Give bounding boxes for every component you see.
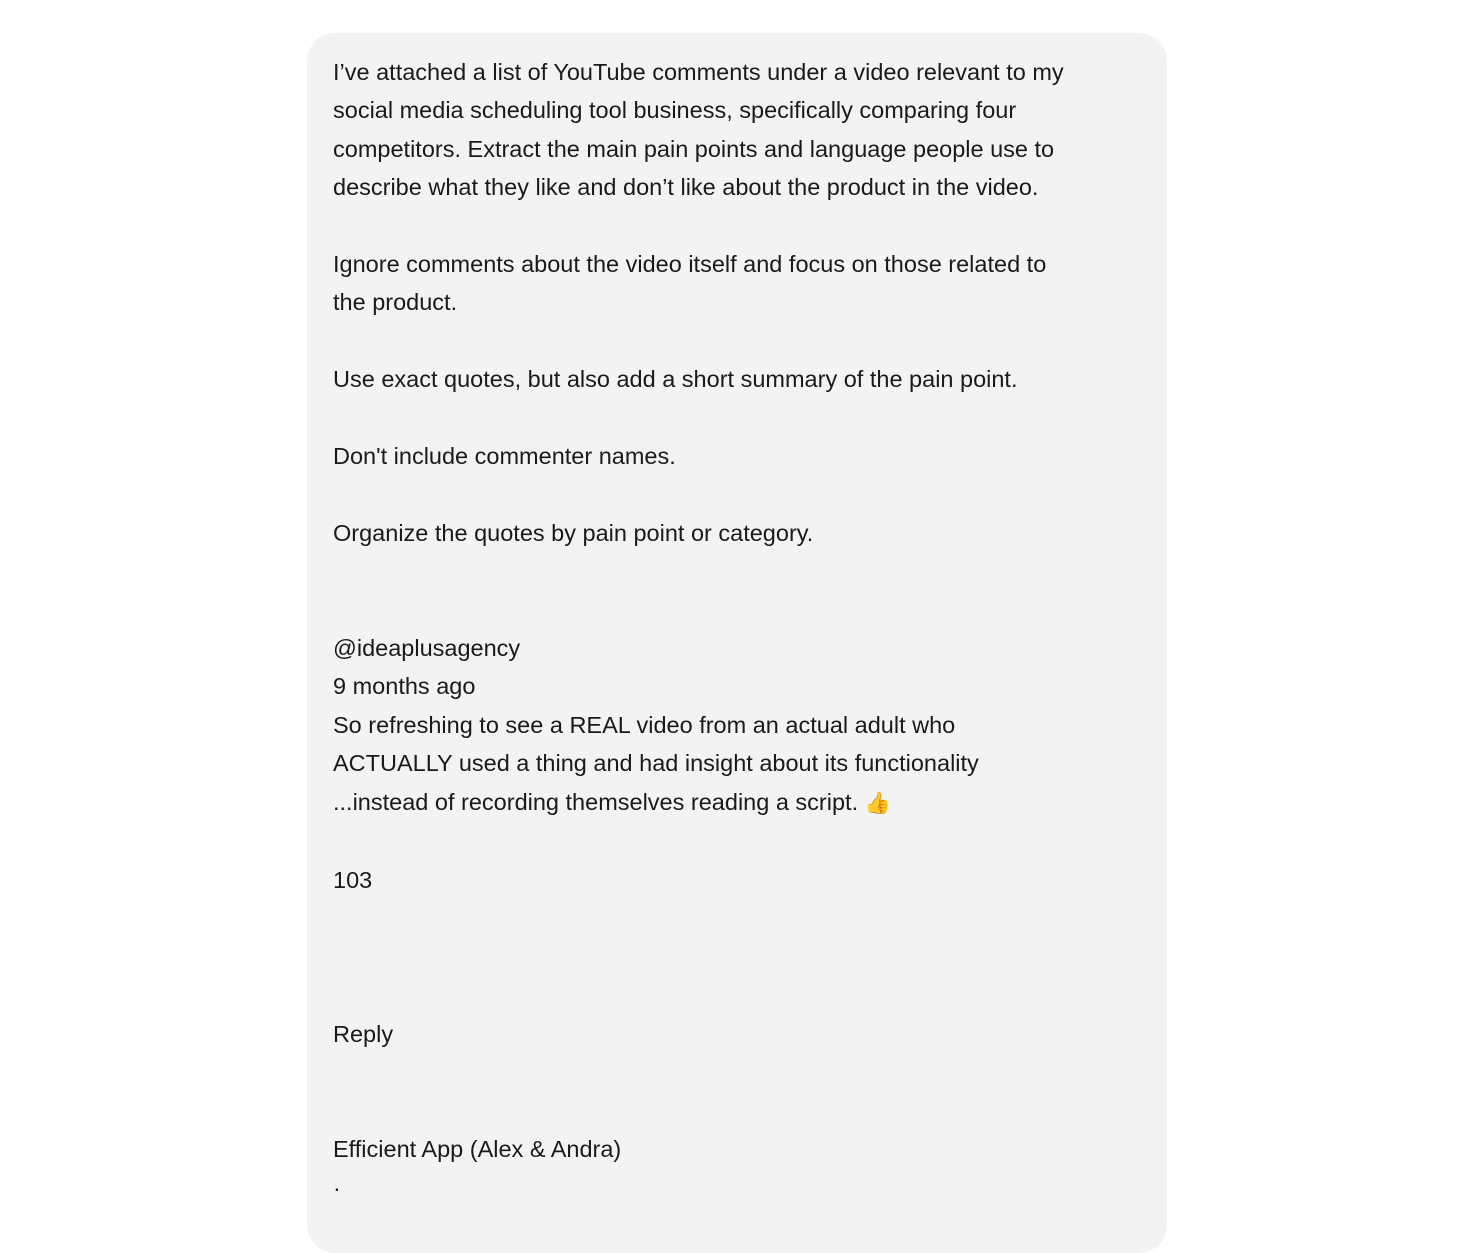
comment-text-line	[333, 783, 1147, 823]
comment-separator: ·	[333, 1174, 341, 1201]
comment-text-line: ACTUALLY used a thing and had insight about its functionality	[333, 750, 979, 777]
comment-reply-label: Reply	[333, 1021, 394, 1048]
comment-timestamp: 9 months ago	[333, 673, 476, 700]
prompt-line: Don't include commenter names.	[333, 443, 676, 470]
prompt-line: Use exact quotes, but also add a short summary of the pain point.	[333, 366, 1018, 393]
user-message-bubble	[307, 33, 1167, 1253]
prompt-line: Ignore comments about the video itself and focus on those related to	[333, 251, 1047, 278]
comment-author: Efficient App (Alex & Andra)	[333, 1136, 622, 1163]
prompt-line: I’ve attached a list of YouTube comments under a video relevant to my	[333, 59, 1064, 85]
prompt-line: competitors. Extract the main pain points and language people use to	[333, 135, 1055, 162]
thumbs-up-icon: 👍	[864, 791, 891, 815]
comment-text-fragment: ...instead of recording themselves reading a script.	[333, 788, 859, 815]
prompt-line: social media scheduling tool business, specifically comparing four	[333, 97, 1017, 124]
comment-author: @ideaplusagency	[333, 635, 521, 662]
comment-text-line: So refreshing to see a REAL video from an actual adult who	[333, 711, 956, 738]
prompt-line: the product.	[333, 289, 458, 316]
comment-like-count: 103	[333, 867, 373, 894]
prompt-line: Organize the quotes by pain point or category.	[333, 519, 814, 546]
prompt-line: describe what they like and don’t like about the product in the video.	[333, 174, 1039, 201]
